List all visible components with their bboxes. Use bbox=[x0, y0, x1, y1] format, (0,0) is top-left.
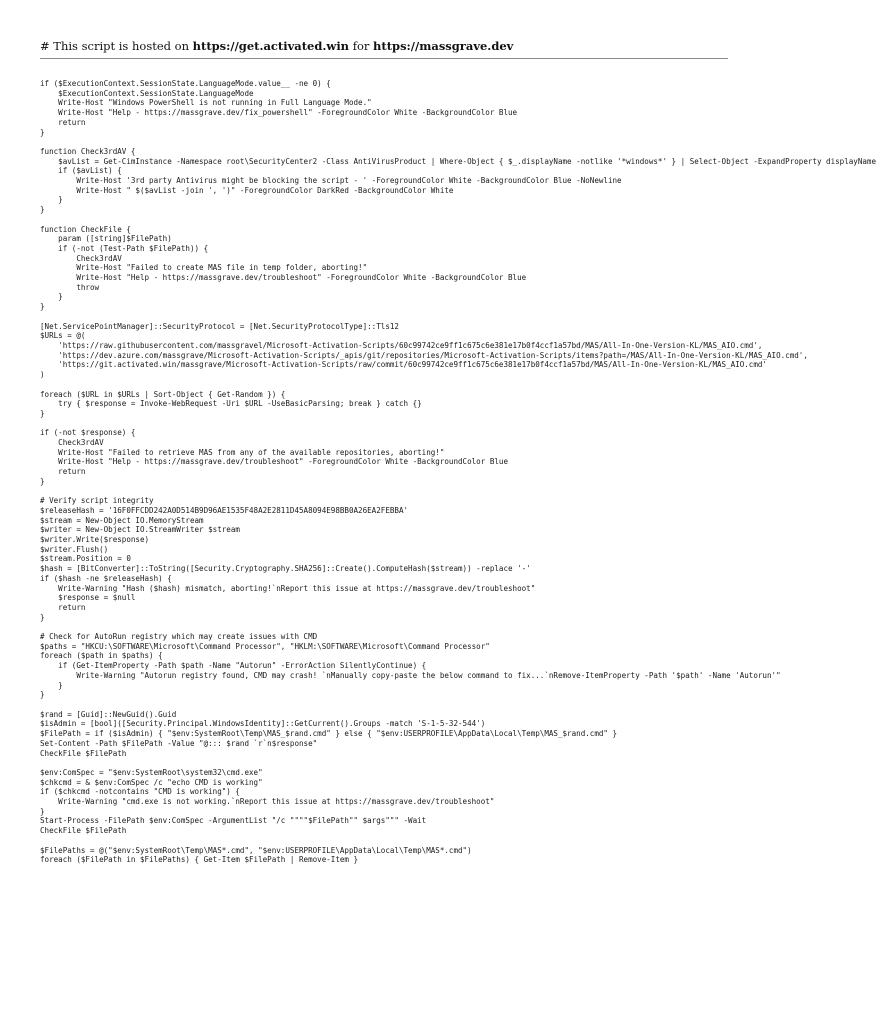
code-line: } bbox=[40, 292, 63, 302]
code-line: param ([string]$FilePath) bbox=[40, 234, 172, 244]
code-line: if ($hash -ne $releaseHash) { bbox=[40, 573, 172, 583]
code-line: Write-Host "Failed to retrieve MAS from any of the available repositories, aborting!" bbox=[40, 447, 445, 457]
code-line: $URLs = @( bbox=[40, 331, 86, 341]
code-line: 'https://dev.azure.com/massgrave/Microsoft-Activation-Scripts/_apis/git/repositories/Microsoft-Activation-Scripts/items?path=/MAS/All-In-One-Version-KL/MAS_AIO.cmd', bbox=[40, 350, 808, 360]
code-line: } bbox=[40, 612, 45, 622]
code-line: $stream.Position = 0 bbox=[40, 554, 131, 564]
code-line: foreach ($path in $paths) { bbox=[40, 651, 163, 661]
code-line: Check3rdAV bbox=[40, 438, 104, 448]
code-line: Write-Host '3rd party Antivirus might be blocking the script - ' -ForegroundColor White -BackgroundColor Blue -NoNewline bbox=[40, 176, 622, 186]
code-line: } bbox=[40, 408, 45, 418]
code-line: Write-Warning "Autorun registry found, CMD may crash! `nManually copy-paste the below command to fix...`nRemove-ItemProperty -Path '$path' -Name 'Autorun'" bbox=[40, 670, 781, 680]
code-line: } bbox=[40, 806, 45, 816]
code-line: function CheckFile { bbox=[40, 224, 131, 234]
code-line: $isAdmin = [bool]([Security.Principal.WindowsIdentity]::GetCurrent().Groups -match 'S-1-5-32-544') bbox=[40, 719, 486, 729]
code-line: $FilePaths = @("$env:SystemRoot\Temp\MAS*.cmd", "$env:USERPROFILE\AppData\Local\Temp\MAS*.cmd") bbox=[40, 845, 472, 855]
header-prefix: # This script is hosted on bbox=[40, 39, 193, 53]
code-line: } bbox=[40, 302, 45, 312]
code-line: Write-Warning "Hash ($hash) mismatch, aborting!`nReport this issue at https://massgrave.dev/troubleshoot" bbox=[40, 583, 536, 593]
code-line: CheckFile $FilePath bbox=[40, 748, 127, 758]
script-code-block bbox=[40, 79, 876, 879]
code-line: try { $response = Invoke-WebRequest -Uri $URL -UseBasicParsing; break } catch {} bbox=[40, 399, 422, 409]
code-line: $hash = [BitConverter]::ToString([Security.Cryptography.SHA256]::Create().ComputeHash($stream)) -replace '-' bbox=[40, 564, 531, 574]
code-line: # Verify script integrity bbox=[40, 496, 154, 506]
code-line: if (-not (Test-Path $FilePath)) { bbox=[40, 243, 209, 253]
code-line: $env:ComSpec = "$env:SystemRoot\system32\cmd.exe" bbox=[40, 767, 263, 777]
code-line: Write-Host "Windows PowerShell is not running in Full Language Mode." bbox=[40, 98, 372, 108]
code-line: Write-Warning "cmd.exe is not working.`nReport this issue at https://massgrave.dev/troubleshoot" bbox=[40, 797, 495, 807]
page-header bbox=[40, 39, 728, 59]
code-line: } bbox=[40, 205, 45, 215]
code-line: if (Get-ItemProperty -Path $path -Name "Autorun" -ErrorAction SilentlyContinue) { bbox=[40, 661, 427, 671]
code-line: } bbox=[40, 690, 45, 700]
code-line: $writer.Write($response) bbox=[40, 535, 150, 545]
code-line: $rand = [Guid]::NewGuid().Guid bbox=[40, 709, 177, 719]
host-url: https://get.activated.win bbox=[192, 39, 350, 53]
code-line: Write-Host " $($avList -join ', ')" -ForegroundColor DarkRed -BackgroundColor White bbox=[40, 185, 454, 195]
code-line: foreach ($URL in $URLs | Sort-Object { Get-Random }) { bbox=[40, 389, 286, 399]
code-line: [Net.ServicePointManager]::SecurityProtocol = [Net.SecurityProtocolType]::Tls12 bbox=[40, 321, 399, 331]
code-line: ) bbox=[40, 370, 45, 380]
code-line: return bbox=[40, 117, 86, 127]
code-line: $FilePath = if ($isAdmin) { "$env:SystemRoot\Temp\MAS_$rand.cmd" } else { "$env:USERPROFILE\AppData\Local\Temp\MAS_$rand.cmd" } bbox=[40, 729, 618, 739]
site-url: https://massgrave.dev bbox=[373, 39, 514, 53]
code-line: if ($chkcmd -notcontains "CMD is working") { bbox=[40, 787, 240, 797]
code-line: CheckFile $FilePath bbox=[40, 826, 127, 836]
code-line: } bbox=[40, 680, 63, 690]
code-line: 'https://raw.githubusercontent.com/massgravel/Microsoft-Activation-Scripts/60c99742ce9ff1c675c6e381e17b0f4ccf1a57bd/MAS/All-In-One-Version-KL/MAS_AIO.cmd', bbox=[40, 340, 763, 350]
code-line: } bbox=[40, 476, 45, 486]
code-line: } bbox=[40, 195, 63, 205]
code-line: if (-not $response) { bbox=[40, 428, 136, 438]
code-line: foreach ($FilePath in $FilePaths) { Get-Item $FilePath | Remove-Item } bbox=[40, 855, 359, 865]
code-line: Write-Host "Help - https://massgrave.dev/troubleshoot" -ForegroundColor White -BackgroundColor Blue bbox=[40, 273, 527, 283]
code-line: $writer = New-Object IO.StreamWriter $stream bbox=[40, 525, 240, 535]
code-line: Check3rdAV bbox=[40, 253, 122, 263]
code-line: $releaseHash = '16F0FFCDD242A0D514B9D96AE1535F48A2E2811D45A8094E98BB0A26EA2FEBBA' bbox=[40, 505, 409, 515]
code-line: Write-Host "Failed to create MAS file in temp folder, aborting!" bbox=[40, 263, 368, 273]
code-line: # Check for AutoRun registry which may create issues with CMD bbox=[40, 632, 318, 642]
code-line: $ExecutionContext.SessionState.LanguageMode bbox=[40, 88, 254, 98]
code-line: if ($avList) { bbox=[40, 166, 122, 176]
code-line: return bbox=[40, 467, 86, 477]
code-line: Write-Host "Help - https://massgrave.dev/fix_powershell" -ForegroundColor White -BackgroundColor Blue bbox=[40, 108, 518, 118]
code-line: } bbox=[40, 127, 45, 137]
header-divider bbox=[40, 58, 728, 59]
code-line: Set-Content -Path $FilePath -Value "@::: $rand `r`n$response" bbox=[40, 738, 318, 748]
code-line: 'https://git.activated.win/massgrave/Microsoft-Activation-Scripts/raw/commit/60c99742ce9ff1c675c6e381e17b0f4ccf1a57bd/MAS/All-In-One-Version-KL/MAS_AIO.cmd' bbox=[40, 360, 767, 370]
code-line: Write-Host "Help - https://massgrave.dev/troubleshoot" -ForegroundColor White -BackgroundColor Blue bbox=[40, 457, 508, 467]
code-line: Start-Process -FilePath $env:ComSpec -ArgumentList "/c """"$FilePath"" $args""" -Wait bbox=[40, 816, 427, 826]
code-line: function Check3rdAV { bbox=[40, 146, 136, 156]
code-line: $writer.Flush() bbox=[40, 544, 109, 554]
code-line: $avList = Get-CimInstance -Namespace root\SecurityCenter2 -Class AntiVirusProduct | Where-Object { $_.displayName -notlike '*windows*' } | Select-Object -ExpandProperty displayName bbox=[40, 156, 876, 166]
code-line: if ($ExecutionContext.SessionState.LanguageMode.value__ -ne 0) { bbox=[40, 79, 331, 88]
code-line: $paths = "HKCU:\SOFTWARE\Microsoft\Command Processor", "HKLM:\SOFTWARE\Microsoft\Command Processor" bbox=[40, 641, 490, 651]
code-line: $response = $null bbox=[40, 593, 136, 603]
header-middle: for bbox=[349, 39, 374, 53]
code-line: $stream = New-Object IO.MemoryStream bbox=[40, 515, 204, 525]
code-line: $chkcmd = & $env:ComSpec /c "echo CMD is working" bbox=[40, 777, 263, 787]
code-line: return bbox=[40, 602, 86, 612]
code-line: throw bbox=[40, 282, 100, 292]
